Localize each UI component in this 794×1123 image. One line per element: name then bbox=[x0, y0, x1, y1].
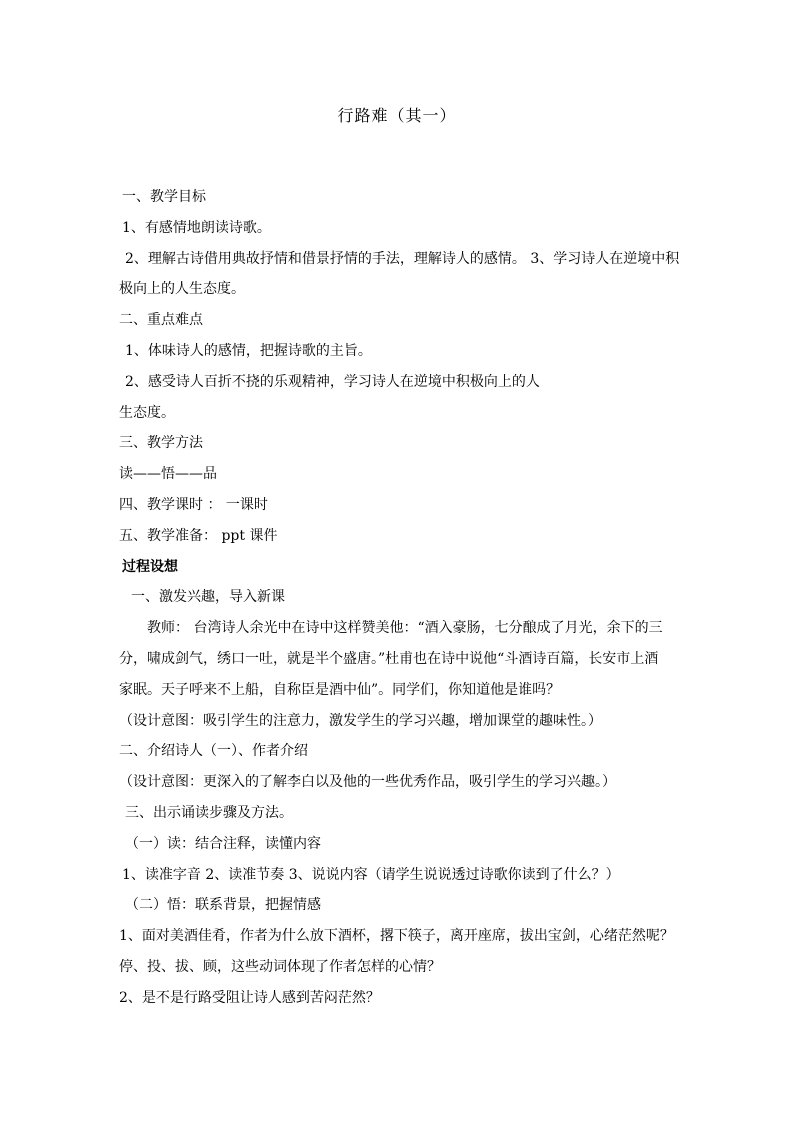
section-heading-teaching-goals: 一、教学目标 bbox=[122, 189, 206, 205]
paragraph-line: 2、理解古诗借用典故抒情和借景抒情的手法，理解诗人的感情。 3、学习诗人在逆境中积 bbox=[125, 250, 679, 267]
paragraph-line: 极向上的人生态度。 bbox=[119, 281, 245, 298]
design-intent-note: （设计意图：吸引学生的注意力，激发学生的学习兴趣，增加课堂的趣味性。） bbox=[119, 712, 602, 729]
paragraph-line: 停、投、拔、顾，这些动词体现了作者怎样的心情？ bbox=[119, 958, 441, 975]
paragraph-line: 1、面对美酒佳肴，作者为什么放下酒杯，撂下筷子，离开座席，拔出宝剑，心绪茫然呢？ bbox=[119, 928, 674, 945]
paragraph-line: 1、读准字音 2、读准节奏 3、说说内容（请学生说说透过诗歌你读到了什么？） bbox=[122, 866, 620, 883]
document-title: 行路难（其一） bbox=[337, 106, 457, 125]
section-heading-preparation: 五、教学准备： ppt 课件 bbox=[119, 527, 278, 544]
paragraph-line: 分，啸成剑气，绣口一吐，就是半个盛唐。”杜甫也在诗中说他“斗酒诗百篇，长安市上酒 bbox=[119, 650, 659, 667]
paragraph-line: 1、有感情地朗读诗歌。 bbox=[122, 219, 271, 236]
subsection-heading: （一）读：结合注释，读懂内容 bbox=[125, 835, 321, 852]
section-heading-reading-steps: 三、出示诵读步骤及方法。 bbox=[125, 804, 293, 821]
section-heading-class-hours: 四、教学课时 ： 一课时 bbox=[119, 496, 268, 513]
section-heading-key-points: 二、重点难点 bbox=[119, 312, 203, 329]
subsection-heading: 一、激发兴趣，导入新课 bbox=[131, 589, 285, 606]
paragraph-line: 1、体味诗人的感情，把握诗歌的主旨。 bbox=[125, 342, 372, 359]
design-intent-note: （设计意图：更深入的了解李白以及他的一些优秀作品，吸引学生的学习兴趣。） bbox=[119, 774, 616, 791]
paragraph-line: 生态度。 bbox=[119, 404, 175, 421]
section-heading-poet-intro: 二、介绍诗人（一）、作者介绍 bbox=[119, 743, 308, 760]
document-body bbox=[119, 182, 679, 1014]
paragraph-line: 2、是不是行路受阻让诗人感到苦闷茫然？ bbox=[119, 989, 380, 1006]
paragraph-line: 家眠。天子呼来不上船，自称臣是酒中仙”。同学们，你知道他是谁吗？ bbox=[119, 681, 561, 698]
section-heading-teaching-method: 三、教学方法 bbox=[119, 435, 203, 452]
subsection-heading: （二）悟：联系背景，把握情感 bbox=[125, 897, 321, 914]
paragraph-line: 读——悟——品 bbox=[119, 466, 217, 483]
section-heading-process: 过程设想 bbox=[122, 558, 178, 575]
paragraph-line: 2、感受诗人百折不挠的乐观精神，学习诗人在逆境中积极向上的人 bbox=[125, 373, 540, 390]
paragraph-line: 教师： 台湾诗人余光中在诗中这样赞美他：“酒入豪肠，七分酿成了月光，余下的三 bbox=[147, 620, 663, 637]
